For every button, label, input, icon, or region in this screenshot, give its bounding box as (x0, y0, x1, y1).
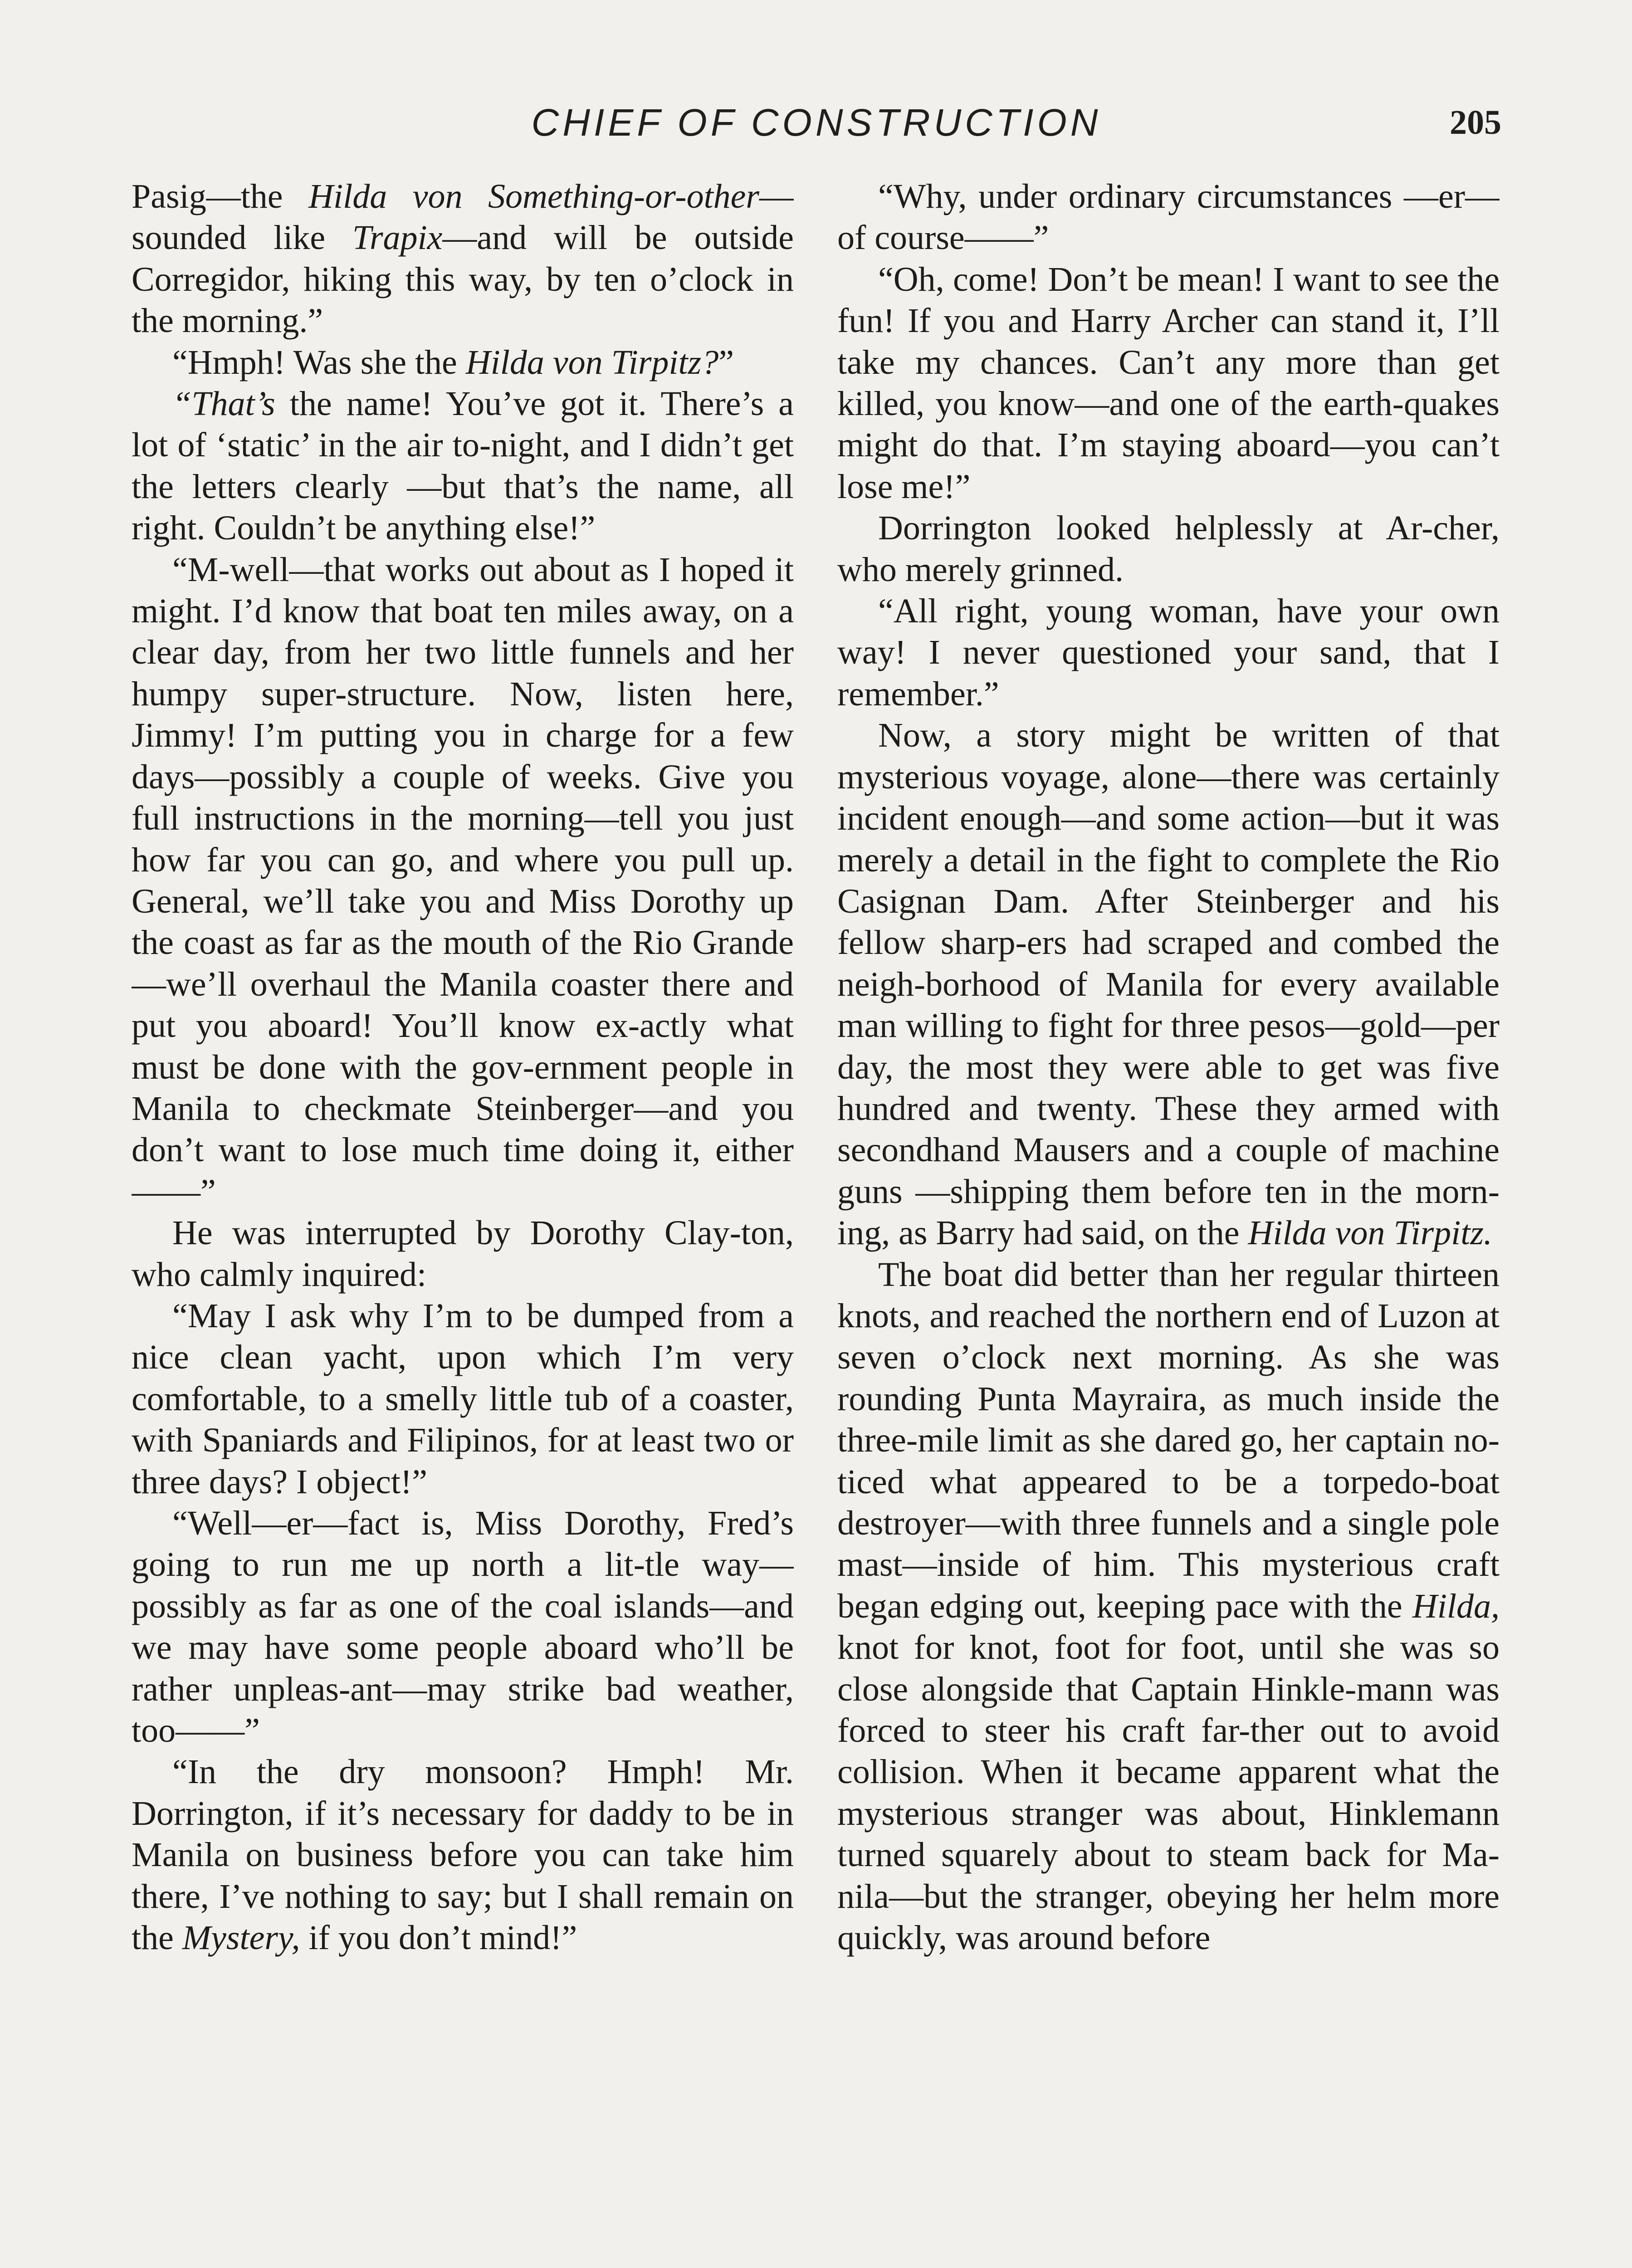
text-run: knot for knot, foot for foot, until she was so close alongside that Captain Hinkle-mann was forced to steer his craft far-ther out to avoid collision. When it became apparent what the mysterious stranger was about, Hinklemann turned squarely about to steam back for Ma-nila—but the stranger, obeying her helm more quickly, was around before (837, 1628, 1500, 1957)
paragraph (837, 715, 1500, 1254)
text-run: the name! You’ve got it. There’s a lot of ‘static’ in the air to-night, and I didn’t get the letters clearly —but that’s the name, all right. Couldn’t be anything else!” (132, 385, 794, 547)
text-run: if you don’t mind!” (300, 1919, 577, 1957)
text-run: —sounded like (132, 177, 794, 257)
italic-run: “That’s (172, 385, 275, 423)
italic-run: Trapix (352, 219, 443, 257)
paragraph (837, 591, 1500, 715)
page-number: 205 (1450, 103, 1501, 142)
italic-run: Hilda von Something-or-other (308, 177, 759, 215)
paragraph (132, 1751, 794, 1959)
paragraph (837, 259, 1500, 508)
italic-run: Hilda von Tirpitz. (1248, 1214, 1492, 1252)
text-run: —and will be outside Corregidor, hiking this way, by ten o’clock in the morning.” (132, 219, 794, 340)
text-run: “May I ask why I’m to be dumped from a nice clean yacht, upon which I’m very comfortable, to a smelly little tub of a coaster, with Spaniards and Filipinos, for at least two or three days? I object!” (132, 1296, 794, 1501)
text-run: “In the dry monsoon? Hmph! Mr. Dorrington, if it’s necessary for daddy to be in Manila on business before you can take him there, I’ve nothing to say; but I shall remain on the (132, 1753, 794, 1957)
text-run: ” (718, 343, 734, 381)
paragraph (132, 1503, 794, 1751)
text-run: “Oh, come! Don’t be mean! I want to see the fun! If you and Harry Archer can stand it, I’ll take my chances. Can’t any more than get killed, you know—and one of the earth-quakes might do that. I’m staying aboard—you can’t lose me!” (837, 260, 1500, 506)
left-column (132, 176, 794, 2268)
text-run: “Hmph! Was she the (172, 343, 466, 381)
text-run: He was interrupted by Dorothy Clay-ton, who calmly inquired: (132, 1214, 794, 1294)
paragraph (132, 1295, 794, 1503)
text-run: “All right, young woman, have your own way! I never questioned your sand, that I remember.” (837, 592, 1500, 713)
text-columns (132, 176, 1501, 2268)
paragraph (837, 1254, 1500, 1959)
text-run: “Well—er—fact is, Miss Dorothy, Fred’s going to run me up north a lit-tle way—possibly as far as one of the coal islands—and we may have some people aboard who’ll be rather unpleas-ant—may strike bad weather, too——” (132, 1504, 794, 1750)
paragraph (837, 176, 1500, 259)
text-run: Now, a story might be written of that mysterious voyage, alone—there was certainly incident enough—and some action—but it was merely a detail in the fight to complete the Rio Casignan Dam. After Steinberger and his fellow sharp-ers had scraped and combed the neigh-borhood of Manila for every available man willing to fight for three pesos—gold—per day, the most they were able to get was five hundred and twenty. These they armed with secondhand Mausers and a couple of machine guns —shipping them before ten in the morn-ing, as Barry had said, on the (837, 716, 1500, 1252)
italic-run: Hilda, (1412, 1587, 1500, 1625)
right-column (837, 176, 1500, 2268)
paragraph (132, 549, 794, 1213)
paragraph (132, 176, 794, 342)
text-run: “M-well—that works out about as I hoped it might. I’d know that boat ten miles away, on a clear day, from her two little funnels and her humpy super-structure. Now, listen here, Jimmy! I’m putting you in charge for a few days—possibly a couple of weeks. Give you full instructions in the morning—tell you just how far you can go, and where you pull up. General, we’ll take you and Miss Dorothy up the coast as far as the mouth of the Rio Grande—we’ll overhaul the Manila coaster there and put you aboard! You’ll know ex-actly what must be done with the gov-ernment people in Manila to checkmate Steinberger—and you don’t want to lose much time doing it, either——” (132, 550, 794, 1211)
text-run: Dorrington looked helplessly at Ar-cher, who merely grinned. (837, 509, 1500, 589)
paragraph (132, 383, 794, 549)
italic-run: Hilda von Tirpitz? (465, 343, 719, 381)
italic-run: Mystery, (182, 1919, 300, 1957)
running-head: CHIEF OF CONSTRUCTION (531, 101, 1102, 144)
paragraph (837, 508, 1500, 591)
text-run: The boat did better than her regular thirteen knots, and reached the northern end of Luzon at seven o’clock next morning. As she was rounding Punta Mayraira, as much inside the three-mile limit as she dared go, her captain no-ticed what appeared to be a torpedo-boat destroyer—with three funnels and a single pole mast—inside of him. This mysterious craft began edging out, keeping pace with the (837, 1255, 1500, 1625)
paragraph (132, 1212, 794, 1295)
text-run: “Why, under ordinary circumstances —er—of course——” (837, 177, 1500, 257)
text-run: Pasig—the (132, 177, 309, 215)
page-header (132, 98, 1501, 147)
paragraph (132, 342, 794, 383)
